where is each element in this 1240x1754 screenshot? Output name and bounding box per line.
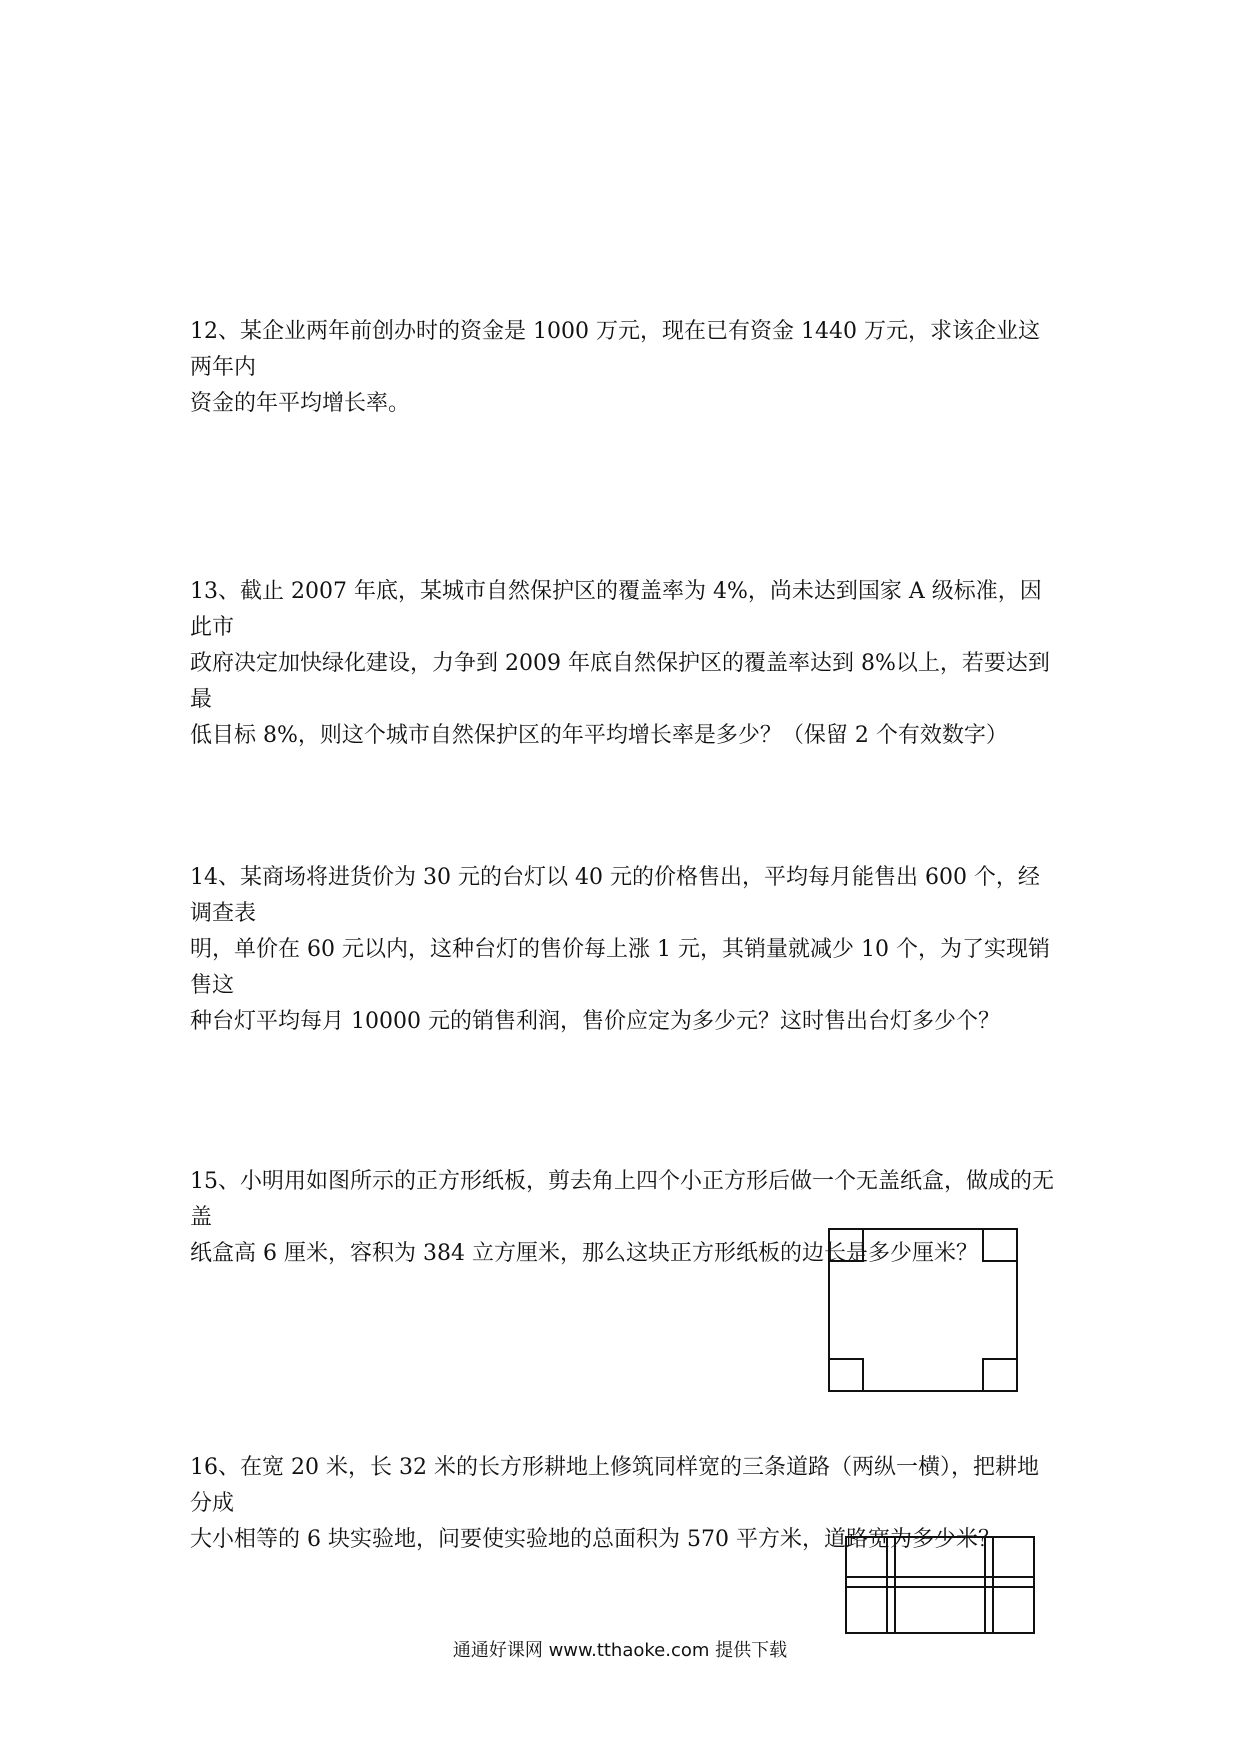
- problem-16-line-2: 大小相等的 6 块实验地，问要使实验地的总面积为 570 平方米，道路宽为多少米？: [190, 1527, 1000, 1552]
- page-footer: 通通好课网 www.tthaoke.com 提供下载: [452, 1640, 788, 1661]
- problem-12: [190, 314, 1060, 422]
- problem-14: [190, 860, 1060, 1040]
- problem-13-line-2: 政府决定加快绿化建设，力争到 2009 年底自然保护区的覆盖率达到 8%以上，若要达到最: [190, 651, 1050, 712]
- problem-13-line-1: 13、截止 2007 年底，某城市自然保护区的覆盖率为 4%，尚未达到国家 A 级标准，因此市: [190, 579, 1042, 640]
- problem-12-line-2: 资金的年平均增长率。: [190, 391, 411, 416]
- field-roads-figure: [845, 1536, 1035, 1634]
- corner-cut-bottom-left: [828, 1358, 864, 1392]
- problem-13-line-3: 低目标 8%，则这个城市自然保护区的年平均增长率是多少？（保留 2 个有效数字）: [190, 723, 1008, 748]
- problem-16-line-1: 16、在宽 20 米，长 32 米的长方形耕地上修筑同样宽的三条道路（两纵一横），把耕地分成: [190, 1455, 1039, 1516]
- problem-15-line-2: 纸盒高 6 厘米，容积为 384 立方厘米，那么这块正方形纸板的边长是多少厘米？: [190, 1241, 978, 1266]
- corner-cut-bottom-right: [982, 1358, 1018, 1392]
- field-outline: [846, 1537, 1034, 1633]
- problem-12-line-1: 12、某企业两年前创办时的资金是 1000 万元，现在已有资金 1440 万元，求该企业这两年内: [190, 319, 1040, 380]
- problem-14-line-1: 14、某商场将进货价为 30 元的台灯以 40 元的价格售出，平均每月能售出 600 个，经调查表: [190, 865, 1040, 926]
- problem-14-line-2: 明，单价在 60 元以内，这种台灯的售价每上涨 1 元，其销量就减少 10 个，为了实现销售这: [190, 937, 1050, 998]
- problem-13: [190, 574, 1060, 754]
- problem-15-line-1: 15、小明用如图所示的正方形纸板，剪去角上四个小正方形后做一个无盖纸盒，做成的无盖: [190, 1169, 1054, 1230]
- square-cardboard-figure: [828, 1228, 1018, 1392]
- corner-cut-top-left: [828, 1228, 864, 1262]
- problem-14-line-3: 种台灯平均每月 10000 元的销售利润，售价应定为多少元？这时售出台灯多少个？: [190, 1009, 1000, 1034]
- corner-cut-top-right: [982, 1228, 1018, 1262]
